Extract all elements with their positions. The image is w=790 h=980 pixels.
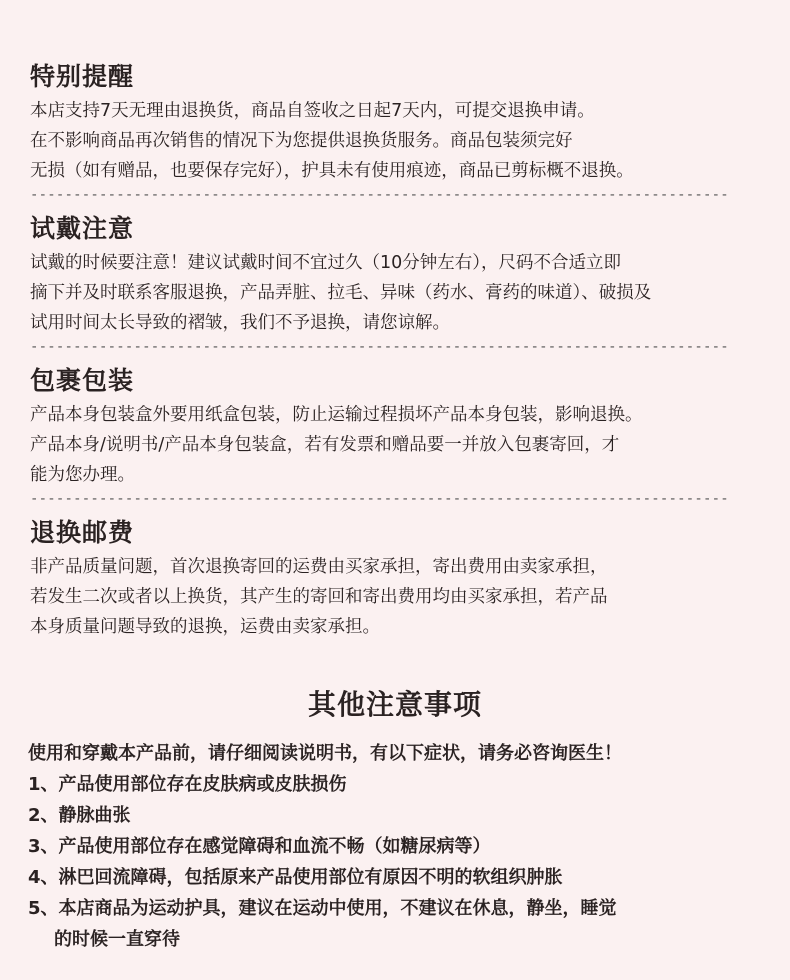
section-text: 非产品质量问题，首次退换寄回的运费由买家承担，寄出费用由卖家承担，: [30, 557, 608, 577]
list-item: 3、产品使用部位存在感觉障碍和血流不畅（如糖尿病等）: [28, 836, 491, 857]
other-notes-intro: 使用和穿戴本产品前，请仔细阅读说明书，有以下症状，请务必咨询医生！: [28, 743, 622, 764]
section-text: 产品本身包装盒外要用纸盒包装，防止运输过程损坏产品本身包装，影响退换。: [30, 405, 643, 425]
list-item: 1、产品使用部位存在皮肤病或皮肤损伤: [28, 774, 347, 795]
section-text: 本店支持7天无理由退换货，商品自签收之日起7天内，可提交退换申请。: [30, 101, 595, 121]
dashed-divider: [30, 336, 730, 358]
dashed-divider: [30, 184, 730, 206]
section-package: [30, 362, 775, 490]
section-text: 在不影响商品再次销售的情况下为您提供退换货服务。商品包装须完好: [30, 131, 573, 151]
section-text: 试用时间太长导致的褶皱，我们不予退换，请您谅解。: [30, 313, 450, 333]
section-text: 本身质量问题导致的退换，运费由卖家承担。: [30, 617, 380, 637]
section-title: 包裹包装: [30, 366, 135, 395]
section-text: 若发生二次或者以上换货，其产生的寄回和寄出费用均由买家承担，若产品: [30, 587, 608, 607]
section-text: 试戴的时候要注意！建议试戴时间不宜过久（10分钟左右），尺码不合适立即: [30, 253, 622, 273]
other-notes: [28, 738, 778, 955]
other-notes-title: 其他注意事项: [307, 687, 482, 721]
list-item: 2、静脉曲张: [28, 805, 131, 826]
list-item: 4、淋巴回流障碍，包括原来产品使用部位有原因不明的软组织肿胀: [28, 867, 563, 888]
section-return-shipping: [30, 514, 775, 642]
section-title: 退换邮费: [30, 518, 135, 547]
section-trial-notice: [30, 210, 775, 338]
section-text: 摘下并及时联系客服退换，产品弄脏、拉毛、异味（药水、膏药的味道）、破损及: [30, 283, 652, 303]
dashed-divider: [30, 488, 730, 510]
section-title: 试戴注意: [30, 214, 135, 243]
list-item: 5、本店商品为运动护具，建议在运动中使用，不建议在休息，静坐，睡觉: [28, 898, 617, 919]
section-title: 特别提醒: [30, 62, 135, 91]
section-text: 无损（如有赠品，也要保存完好），护具未有使用痕迹，商品已剪标概不退换。: [30, 161, 634, 181]
section-special-reminder: [30, 58, 775, 186]
notice-sections: [30, 58, 775, 642]
list-item-continuation: 的时候一直穿待: [54, 929, 180, 950]
section-text: 产品本身/说明书/产品本身包装盒，若有发票和赠品要一并放入包裹寄回，才: [30, 435, 620, 455]
section-text: 能为您办理。: [30, 465, 135, 485]
